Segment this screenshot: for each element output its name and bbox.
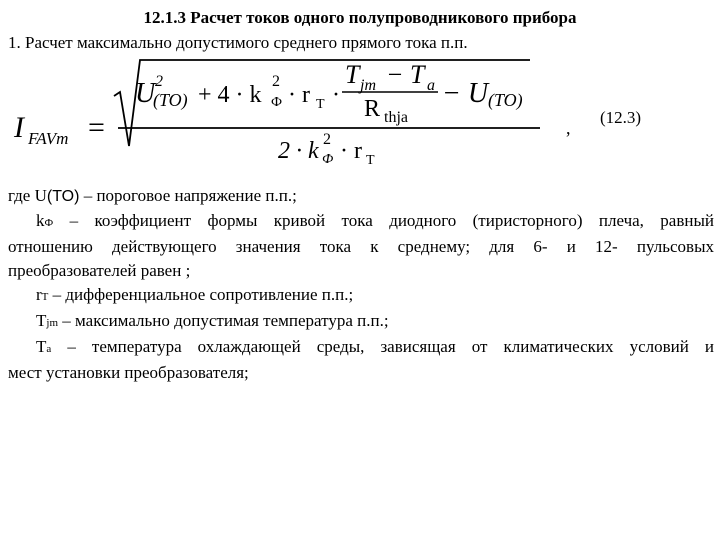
num-U-subscript: (TO) xyxy=(153,90,188,110)
den-dot-r: · r xyxy=(340,138,362,164)
num-dot: · xyxy=(332,82,340,108)
den-k-subscript: Ф xyxy=(322,152,334,167)
num-U-square: 2 xyxy=(155,73,163,90)
definition-k-phi-line2 xyxy=(8,235,714,259)
definition-t-a-line1 xyxy=(8,335,714,361)
formula-lhs: I xyxy=(14,111,24,144)
inner-num-T-subscript: jm xyxy=(360,77,376,94)
definitions xyxy=(8,184,714,385)
def-tjm-text: – максимально допустимая температура п.п.; xyxy=(58,311,389,330)
num-U: U xyxy=(135,78,156,109)
num-dot-r: · r xyxy=(288,82,310,108)
def-tjm-sub: jm xyxy=(46,317,59,329)
def-ta-sub: a xyxy=(46,343,52,355)
def-ta-sym: T xyxy=(36,337,47,356)
formula-lhs-subscript: FAVm xyxy=(28,129,69,148)
def-k-sub: Ф xyxy=(44,217,54,229)
def-prefix: где U xyxy=(8,186,47,205)
den-k-square: 2 xyxy=(323,131,331,148)
def-ta-text-1: – температура охлаждающей среды, зависящая от климатических условий и xyxy=(51,337,714,356)
def-ta-text-2: мест установки преобразователя; xyxy=(8,363,249,382)
equation-number: (12.3) xyxy=(600,108,642,127)
def-r-sub: T xyxy=(41,291,49,303)
inner-den-R: R xyxy=(364,96,381,122)
formula-comma: , xyxy=(566,118,571,138)
definition-k-phi-line3 xyxy=(8,259,714,283)
section-title: 12.1.3 Расчет токов одного полупроводникового прибора xyxy=(143,8,577,27)
definition-t-jm xyxy=(8,309,714,335)
def-u-to-sub: (TO) xyxy=(46,188,80,205)
inner-den-R-subscript: thja xyxy=(384,109,408,126)
definition-t-a-line2 xyxy=(8,361,714,385)
def-k-text-1: – коэффициент формы кривой тока диодного (тиристорного) плеча, равный xyxy=(53,211,714,230)
num-U2-subscript: (TO) xyxy=(488,90,523,110)
num-r-subscript: T xyxy=(316,97,325,112)
inner-num-Ta-subscript: a xyxy=(427,77,435,94)
inner-num-minus-Ta: − T xyxy=(386,60,425,89)
formula-equals: = xyxy=(88,111,105,144)
den-2k: 2 · k xyxy=(278,138,319,164)
def-tjm-sym: T xyxy=(36,311,47,330)
def-k-text-3: преобразователей равен ; xyxy=(8,261,191,280)
definition-r-t xyxy=(8,283,714,309)
def-r-text: – дифференциальное сопротивление п.п.; xyxy=(48,285,354,304)
num-plus-4k: + 4 · k xyxy=(198,82,262,108)
def-u-to-text: – пороговое напряжение п.п.; xyxy=(79,186,297,205)
num-k-square: 2 xyxy=(272,73,280,90)
num-minus-U: − U xyxy=(442,78,489,109)
definition-u-to xyxy=(8,184,714,209)
def-k-sym: k xyxy=(36,211,45,230)
formula-12-3 xyxy=(0,0,720,180)
inner-num-T: T xyxy=(345,60,360,89)
den-r-subscript: T xyxy=(366,153,375,168)
num-k-subscript: Ф xyxy=(271,95,283,110)
def-r-sym: r xyxy=(36,285,42,304)
def-k-text-2: отношению действующего значения тока к среднему; для 6- и 12- пульсовых xyxy=(8,237,714,256)
definition-k-phi-line1 xyxy=(8,209,714,235)
item-heading: 1. Расчет максимально допустимого среднего прямого тока п.п. xyxy=(8,33,468,52)
